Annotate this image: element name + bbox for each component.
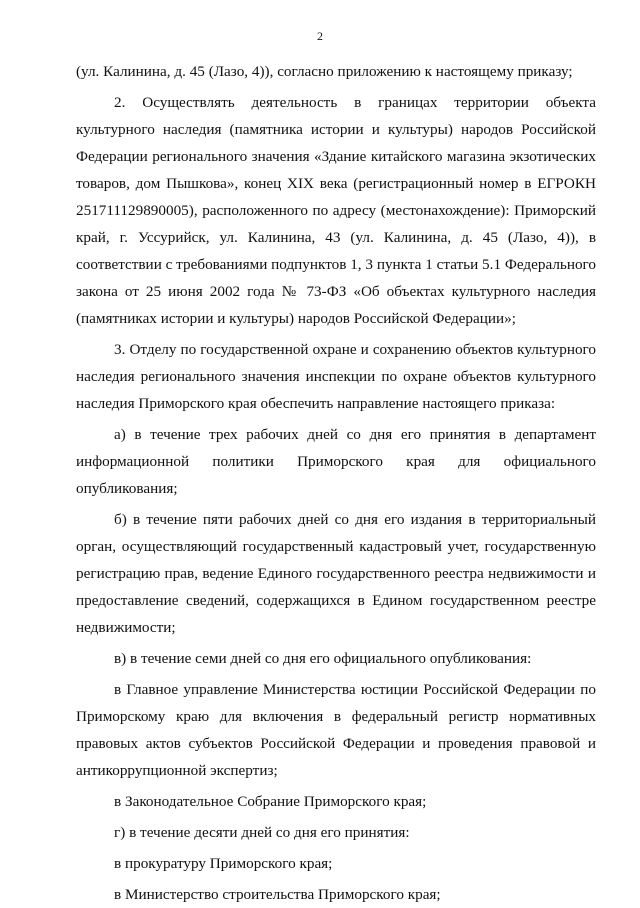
paragraph-recipient-construction-ministry: в Министерство строительства Приморского края;: [114, 886, 441, 903]
paragraph-recipient-legislative-assembly: в Законодательное Собрание Приморского края;: [114, 793, 427, 810]
paragraph-subitem-b: б) в течение пяти рабочих дней со дня его издания в территориальный орган, осуществляющий государственный кадастровый учет, государственную регистрацию прав, ведение Единого государственного реестра недвижимости и предоставление сведений, содержащихся в Едином государственном реестре недвижимости;: [76, 511, 596, 636]
paragraph-subitem-a: а) в течение трех рабочих дней со дня его принятия в департамент информационной политики Приморского края для официального опубликования;: [76, 426, 596, 497]
paragraph-recipient-prosecutor: в прокуратуру Приморского края;: [114, 855, 333, 872]
page-number: 2: [317, 29, 323, 43]
paragraph-subitem-v: в) в течение семи дней со дня его официального опубликования:: [114, 650, 532, 667]
paragraph-item-3: 3. Отделу по государственной охране и сохранению объектов культурного наследия регионального значения инспекции по охране объектов культурного наследия Приморского края обеспечить направление настоящего приказа:: [76, 341, 596, 412]
document-body: [76, 58, 596, 908]
paragraph-subitem-g: г) в течение десяти дней со дня его принятия:: [114, 824, 410, 841]
paragraph-item-2: 2. Осуществлять деятельность в границах территории объекта культурного наследия (памятника истории и культуры) народов Российской Федерации регионального значения «Здание китайского магазина экзотических товаров, дом Пышкова», конец XIX века (регистрационный номер в ЕГРОКН 251711129890005), расположенного по адресу (местонахождение): Приморский край, г. Уссурийск, ул. Калинина, 43 (ул. Калинина, д. 45 (Лазо, 4)), в соответствии с требованиями подпунктов 1, 3 пункта 1 статьи 5.1 Федерального закона от 25 июня 2002 года № 73-ФЗ «Об объектах культурного наследия (памятниках истории и культуры) народов Российской Федерации»;: [76, 94, 596, 327]
paragraph-recipient-justice-ministry: в Главное управление Министерства юстиции Российской Федерации по Приморскому краю для включения в федеральный регистр нормативных правовых актов субъектов Российской Федерации и проведения правовой и антикоррупционной экспертиз;: [76, 681, 596, 779]
paragraph-continuation: (ул. Калинина, д. 45 (Лазо, 4)), согласно приложению к настоящему приказу;: [76, 63, 573, 80]
